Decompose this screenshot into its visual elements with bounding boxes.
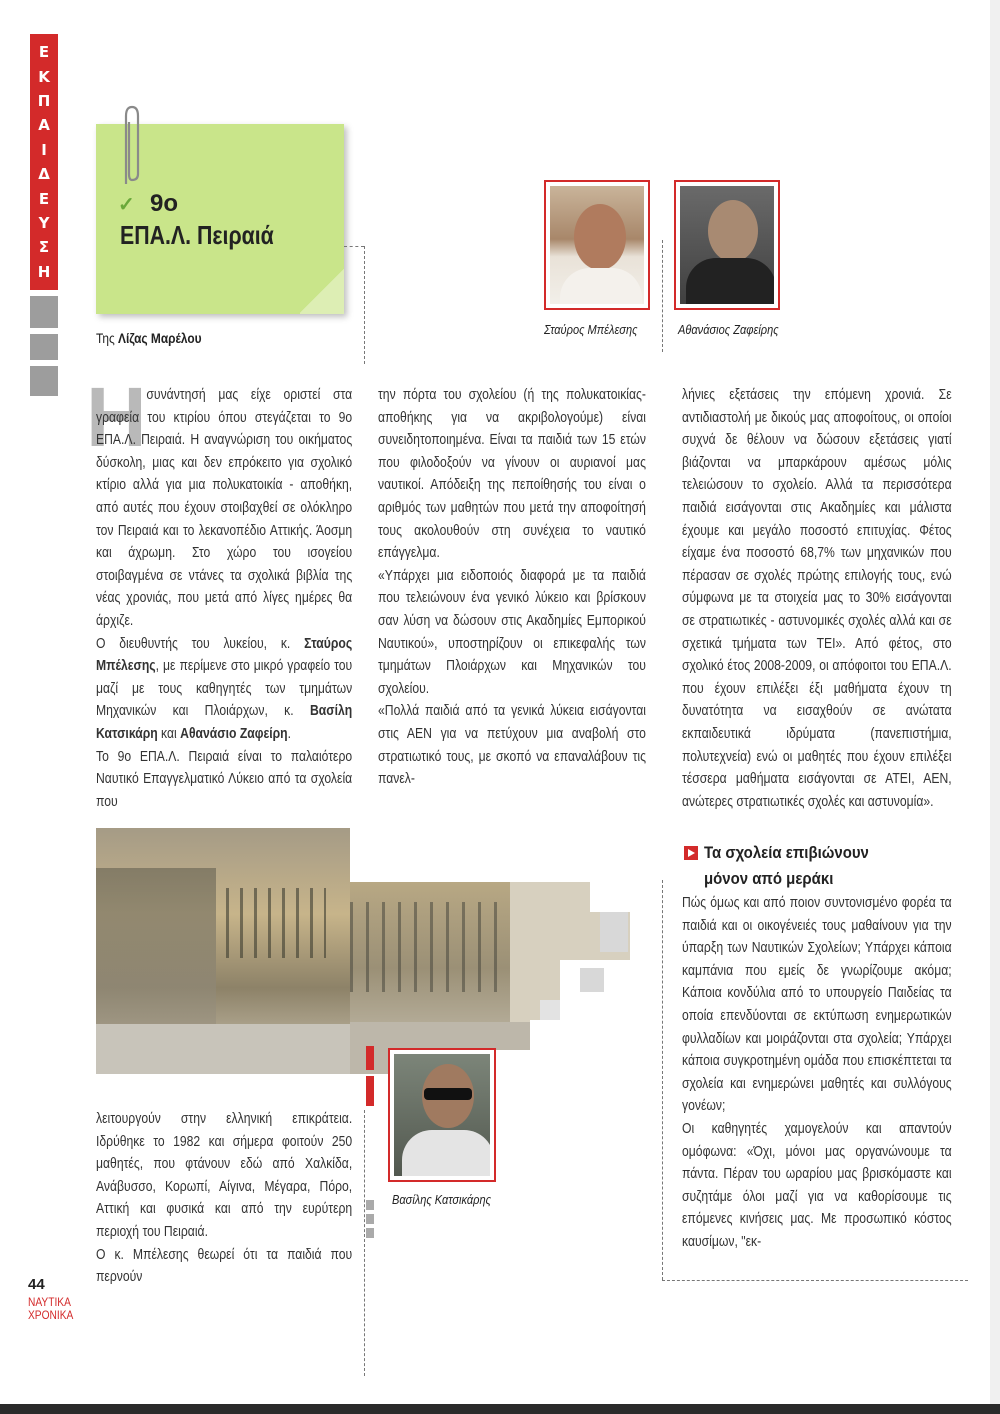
text-span: Ο διευθυντής του λυκείου, κ. bbox=[96, 635, 291, 652]
section-letter: Α bbox=[38, 116, 50, 135]
photo-caption: Αθανάσιος Ζαφείρης bbox=[678, 322, 779, 337]
person-name: Βασίλη Κατσικάρη bbox=[96, 703, 353, 742]
paperclip-icon bbox=[118, 104, 144, 194]
decor-block bbox=[366, 1228, 374, 1238]
article-column-3b bbox=[682, 892, 952, 1254]
photo-caption: Βασίλης Κατσικάρης bbox=[392, 1192, 491, 1207]
paragraph: «Υπάρχει μια ειδοποιός διαφορά με τα παιδιά που τελειώνουν ένα γενικό λύκειο και βρίσκουν σαν λύση να δώσουν στις Ακαδημίες Εμπορικού Ναυτικού», υποστηρίζουν οι επικεφαλής των τμημάτων Πλοιάρχων και Μηχανικών του σχολείου. bbox=[378, 567, 646, 697]
paragraph: λήνιες εξετάσεις την επόμενη χρονιά. Σε αντιδιαστολή με δικούς μας αποφοίτους, οι οποίοι συχνά δε θέλουν να δώσουν εξετάσεις γιατί βιάζονται να μπαρκάρουν αμέσως μόλις τελειώσουν το σχολείο. Αλλά τα περισσότερα παιδιά εισάγονται στις Ακαδημίες και μάλιστα έχουμε και μεγάλο ποσοστό επιτυχίας. Φέτος είχαμε ένα ποσοστό 68,7% των μηχανικών που πέρασαν σε σχολές πρώτης επιλογής τους, ενώ σύμφωνα με τα στοιχεία μας το 30% εισάγονται σε στρατιωτικές - αστυνομικές σχολές αλλά και σε σχετικά τμήματα των ΤΕΙ». Από φέτος, στο σχολικό έτος 2008-2009, οι απόφοιτοι του ΕΠΑ.Λ. που έχουν επιλέξει έξι μαθήματα έχουν τη δυνατότητα να εισαχθούν σε ανώτατα εκπαιδευτικά ιδρύματα (πανεπιστήμια, πολυτεχνεία) ενώ οι μαθητές που έχουν επιλέξει τέσσερα μαθήματα εισάγονται σε ΑΤΕΙ, ΑΕΝ, ανώτερες στρατιωτικές σχολές και αστυνομία». bbox=[682, 387, 952, 810]
subheading-line: μόνον από μεράκι bbox=[704, 869, 834, 888]
drop-cap: Η bbox=[86, 370, 147, 464]
photo-caption: Σταύρος Μπέλεσης bbox=[544, 322, 638, 337]
article-column-3 bbox=[682, 384, 952, 813]
decor-block bbox=[366, 1200, 374, 1210]
dashed-rule bbox=[662, 1280, 968, 1281]
page-edge bbox=[990, 0, 1000, 1414]
paragraph: Οι καθηγητές χαμογελούν και απαντούν ομόφωνα: «Όχι, μόνοι μας οργανώνουμε τα πάντα. Πέραν του ωραρίου μας βρισκόμαστε και συζητάμε όλοι μαζί για να καθορίσουμε τις επόμενες κινήσεις μας. Με προσωπικό κόστος καυσίμων, "εκ- bbox=[682, 1120, 952, 1250]
bottom-bar bbox=[0, 1404, 1000, 1414]
decor-block bbox=[366, 1214, 374, 1224]
paragraph: Το 9ο ΕΠΑ.Λ. Πειραιά είναι το παλαιότερο Ναυτικό Επαγγελματικό Λύκειο από τα σχολεία που bbox=[96, 748, 353, 810]
article-column-1b bbox=[96, 1108, 352, 1289]
decor-block bbox=[600, 912, 628, 952]
section-letter: Η bbox=[37, 262, 51, 281]
decor-block bbox=[30, 296, 58, 328]
decor-block bbox=[30, 366, 58, 396]
decor-block bbox=[30, 334, 58, 360]
decor-block bbox=[366, 1076, 374, 1106]
dashed-rule bbox=[344, 246, 364, 247]
courtyard-photo bbox=[96, 828, 350, 1074]
paragraph: λειτουργούν στην ελληνική επικράτεια. Ιδρύθηκε το 1982 και σήμερα φοιτούν 250 μαθητές, που φτάνουν εδώ από Χαλκίδα, Ανάβυσσο, Κορωπί, Αίγινα, Μέγαρα, Πόρο, Αττική και φυσικά και από την ευρύτερη περιοχή του Πειραιά. bbox=[96, 1111, 353, 1240]
section-letter: Ε bbox=[38, 43, 50, 62]
person-name: Σταύρος Μπέλεσης bbox=[96, 635, 353, 675]
text-span: , με περίμενε στο μικρό γραφείο του μαζί με τους καθηγητές των τμημάτων Μηχανικών και Πλοιάρχων, κ. bbox=[96, 658, 353, 720]
page-number: 44 bbox=[28, 1276, 45, 1293]
section-tab bbox=[30, 34, 58, 290]
photo-step bbox=[530, 1020, 560, 1074]
text-span: . bbox=[287, 725, 291, 742]
section-letter: Δ bbox=[38, 165, 50, 184]
paragraph: την πόρτα του σχολείου (ή της πολυκατοικίας-αποθήκης για να ακριβολογούμε) είναι συνειδητοποιημένα. Είναι τα παιδιά των 15 ετών που φιλοδοξούν να γίνουν οι αυριανοί μας ναυτικοί. Απόδειξη της πεποίθησής του είναι ο αριθμός των μαθητών που μετά την αποφοίτησή τους ακολουθούν στη συνέχεια το ναυτικό επάγγελμα. bbox=[378, 387, 646, 562]
byline-author: Λίζας Μαρέλου bbox=[118, 330, 202, 346]
paragraph: συνάντησή μας είχε οριστεί στα γραφεία του κτιρίου όπου στεγάζεται το 9ο ΕΠΑ.Λ. Πειραιά. Η αναγνώριση του οικήματος δύσκολη, μιας και δεν επρόκειτο για σχολικό κτίριο αλλά για μια πολυκατοικία - αποθήκη, από αυτές που έχουν στοιβαχθεί σε ολόκληρο τον Πειραιά και το λεκανοπέδιο Αττικής. Άοσμη και άχρωμη. Στο χώρο του ισογείου στοιβαγμένα σε ντάνες τα σχολικά βιβλία της νέας χρονιάς, που μετά από λίγες ημέρες θα άρχιζε. bbox=[96, 387, 353, 629]
section-letter: Π bbox=[37, 91, 51, 110]
decor-block bbox=[366, 1046, 374, 1070]
photo-gap bbox=[96, 1074, 350, 1078]
decor-block bbox=[540, 1000, 560, 1020]
decor-block bbox=[580, 968, 604, 992]
paragraph: Ο κ. Μπέλεσης θεωρεί ότι τα παιδιά που περνούν bbox=[96, 1246, 353, 1286]
magazine-name-line: ΝΑΥΤΙΚΑ bbox=[28, 1295, 71, 1309]
photo-step bbox=[60, 880, 96, 916]
portrait-photo bbox=[544, 180, 650, 310]
section-letter: Ι bbox=[41, 140, 47, 159]
page-title: ΕΠΑ.Λ. Πειραιά bbox=[120, 220, 274, 250]
paragraph: «Πολλά παιδιά από τα γενικά λύκεια εισάγονται στις ΑΕΝ για να πετύχουν μια αναβολή στο στρατιωτικό τους, με σκοπό να επαναλάβουν τις πανελ- bbox=[378, 703, 646, 788]
section-letter: Ε bbox=[38, 189, 50, 208]
section-letter: Σ bbox=[38, 238, 50, 257]
photo-step bbox=[590, 882, 630, 912]
dashed-rule bbox=[364, 1110, 365, 1376]
dashed-rule bbox=[364, 246, 365, 364]
section-letter: Υ bbox=[38, 213, 50, 232]
dashed-rule bbox=[662, 240, 663, 352]
text-span: και bbox=[161, 725, 177, 742]
byline-prefix: Της bbox=[96, 330, 115, 346]
subheading bbox=[704, 840, 869, 892]
byline bbox=[96, 330, 202, 346]
article-column-1 bbox=[96, 384, 352, 813]
dashed-rule bbox=[662, 880, 663, 1280]
paragraph bbox=[96, 633, 352, 746]
paragraph: Πώς όμως και από ποιον συντονισμένο φορέα τα παιδιά και οι οικογένειές τους μαθαίνουν για την ύπαρξη των Ναυτικών Σχολείων; Υπάρχει κάποια καμπάνια που εμείς δε γνωρίζουμε ακόμα; Κάποια κονδύλια από το υπουργείο Παιδείας τα οποία επενδύονται σε εκτύπωση ενημερωτικών φυλλαδίων και μοιράζονται στα σχολεία; Υπάρχει κάποια συγκροτημένη ομάδα που επισκέπτεται τα σχολεία και ενημερώνει μαθητές και συλλόγους γονέων; bbox=[682, 895, 952, 1115]
portrait-photo bbox=[388, 1048, 496, 1182]
note-fold bbox=[300, 268, 344, 314]
play-icon bbox=[684, 846, 698, 860]
note-number: 9ο bbox=[150, 190, 179, 217]
section-letter: Κ bbox=[38, 67, 50, 86]
magazine-name bbox=[28, 1296, 73, 1322]
subheading-line: Τα σχολεία επιβιώνουν bbox=[704, 843, 869, 862]
portrait-photo bbox=[674, 180, 780, 310]
check-icon: ✓ bbox=[118, 194, 135, 216]
person-name: Αθανάσιο Ζαφείρη bbox=[180, 725, 288, 742]
magazine-name-line: ΧΡΟΝΙΚΑ bbox=[28, 1308, 74, 1322]
article-column-2 bbox=[378, 384, 646, 791]
